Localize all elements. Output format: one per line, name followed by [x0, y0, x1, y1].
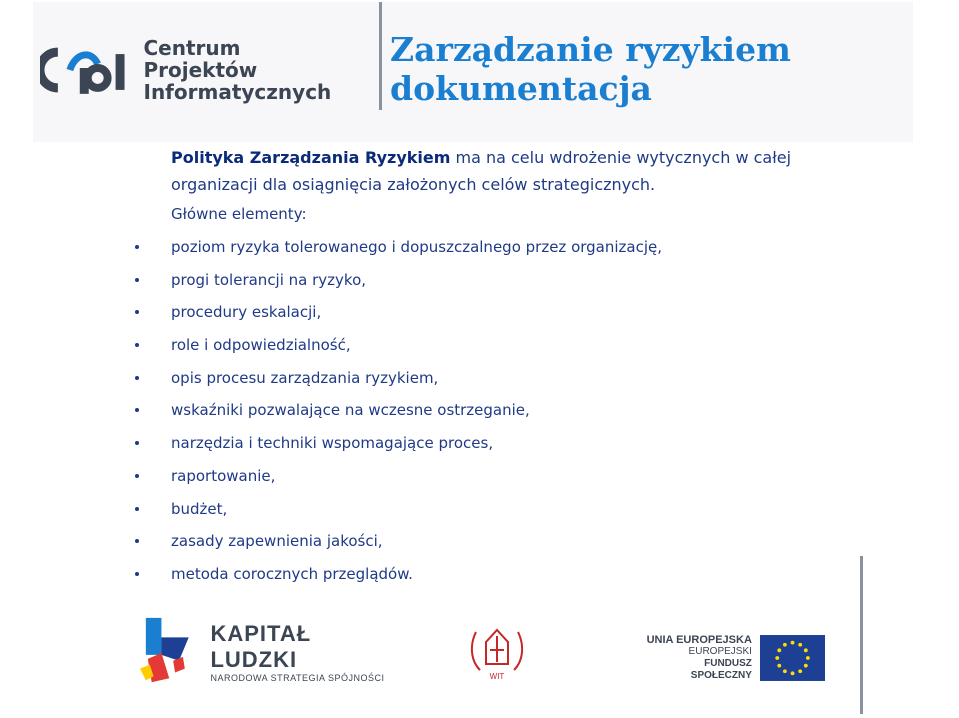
org-name-line2: Informatycznych	[143, 80, 332, 104]
bullet-icon	[135, 278, 139, 282]
list-item	[0, 233, 959, 266]
list-item-text: opis procesu zarządzania ryzykiem,	[171, 368, 439, 387]
list-item-text: budżet,	[171, 499, 228, 518]
title-line1: Zarządzanie ryzykiem	[390, 30, 791, 69]
eu-star-icon	[806, 656, 810, 660]
eu-flag-icon	[760, 634, 825, 682]
bullet-icon	[135, 441, 139, 445]
list-item-text: poziom ryzyka tolerowanego i dopuszczalnego przez organizację,	[171, 238, 663, 256]
kapital-ludzki-text	[210, 621, 400, 683]
kapital-ludzki-icon	[140, 617, 198, 687]
intro-bold: Polityka Zarządzania Ryzykiem	[171, 148, 451, 167]
divider-top	[379, 2, 382, 110]
page-title	[390, 30, 930, 108]
list-item	[0, 560, 959, 593]
cpi-logo-text	[144, 37, 361, 103]
bullet-icon	[135, 539, 139, 543]
eu-line3: FUNDUSZ SPOŁECZNY	[690, 658, 752, 681]
eu-logo	[645, 628, 825, 688]
list-item	[0, 495, 959, 528]
intro-paragraph	[171, 144, 811, 198]
intro-rest: ma na celu wdrożenie wytycznych w całej organizacji dla osiągnięcia założonych celów strategicznych.	[171, 148, 792, 194]
list-item	[0, 396, 959, 429]
divider-bottom	[860, 556, 863, 714]
eu-star-icon	[783, 669, 787, 673]
kl-subtitle: NARODOWA STRATEGIA SPÓJNOŚCI	[210, 673, 385, 683]
list-item	[0, 527, 959, 560]
bullet-icon	[135, 310, 139, 314]
eu-line2: EUROPEJSKI	[688, 646, 752, 657]
list-item-text: zasady zapewnienia jakości,	[171, 532, 383, 551]
eu-star-icon	[775, 656, 779, 660]
eu-star-icon	[777, 648, 781, 652]
eu-star-icon	[791, 641, 795, 645]
list-item	[0, 331, 959, 364]
list-item-text: metoda corocznych przeglądów.	[171, 564, 413, 583]
bullet-icon	[135, 572, 139, 576]
list-item-text: raportowanie,	[171, 466, 276, 485]
cpi-logo	[40, 30, 360, 110]
kl-name: KAPITAŁ LUDZKI	[210, 621, 312, 672]
elements-list	[0, 233, 959, 593]
list-item	[0, 266, 959, 299]
list-item	[0, 364, 959, 397]
list-item-text: procedury eskalacji,	[171, 303, 322, 322]
eu-star-icon	[798, 669, 802, 673]
eu-line1: UNIA EUROPEJSKA	[646, 634, 752, 646]
cpi-logo-icon	[40, 40, 130, 100]
footer-logos	[140, 612, 860, 718]
bullet-icon	[135, 343, 139, 347]
list-item	[0, 462, 959, 495]
bullet-icon	[135, 245, 139, 249]
title-line2: dokumentacja	[390, 69, 652, 108]
list-item-text: narzędzia i techniki wspomagające proces,	[171, 434, 494, 453]
list-item	[0, 429, 959, 462]
eu-star-icon	[798, 643, 802, 647]
elements-heading: Główne elementy:	[171, 205, 307, 223]
list-item-text: wskaźniki pozwalające na wczesne ostrzeganie,	[171, 401, 530, 420]
eu-star-icon	[791, 671, 795, 675]
bullet-icon	[135, 376, 139, 380]
list-item-text: progi tolerancji na ryzyko,	[171, 270, 367, 289]
eu-star-icon	[777, 664, 781, 668]
bullet-icon	[135, 474, 139, 478]
list-item	[0, 298, 959, 331]
eu-star-icon	[783, 643, 787, 647]
eu-star-icon	[804, 664, 808, 668]
eu-star-icon	[804, 648, 808, 652]
wit-logo-icon	[462, 622, 532, 682]
bullet-icon	[135, 408, 139, 412]
wit-label: WIT	[489, 672, 505, 681]
bullet-icon	[135, 507, 139, 511]
eu-text	[645, 634, 752, 682]
list-item-text: role i odpowiedzialność,	[171, 336, 351, 355]
org-name-line1: Centrum Projektów	[143, 36, 258, 82]
kapital-ludzki-logo	[140, 612, 400, 692]
